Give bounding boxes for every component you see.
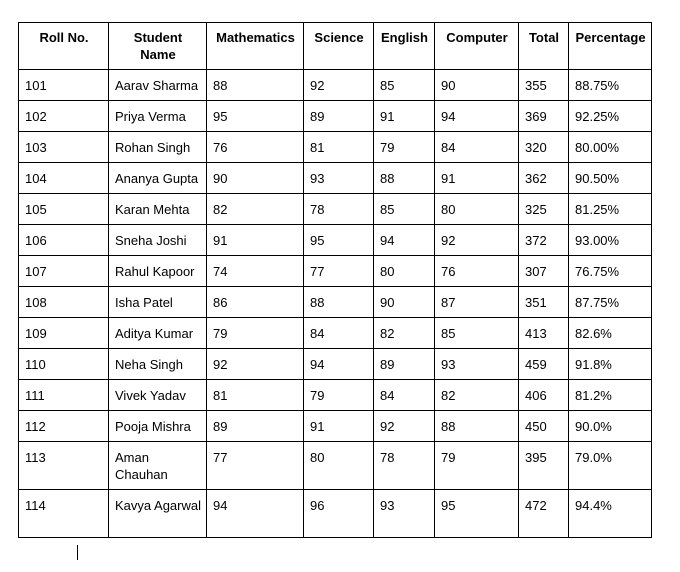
cell-percentage[interactable]: 81.2% — [569, 380, 652, 411]
table-row — [19, 132, 652, 163]
cell-total[interactable]: 450 — [519, 411, 569, 442]
cell-total[interactable]: 369 — [519, 101, 569, 132]
header-percentage[interactable]: Percentage — [569, 23, 652, 70]
cell-computer[interactable]: 87 — [435, 287, 519, 318]
cell-roll-no[interactable]: 104 — [19, 163, 109, 194]
cell-mathematics[interactable]: 90 — [207, 163, 304, 194]
cell-computer[interactable]: 80 — [435, 194, 519, 225]
cell-computer[interactable]: 84 — [435, 132, 519, 163]
cell-student-name[interactable]: Pooja Mishra — [109, 411, 207, 442]
header-total[interactable]: Total — [519, 23, 569, 70]
table-row — [19, 194, 652, 225]
cell-student-name[interactable]: Priya Verma — [109, 101, 207, 132]
cell-student-name[interactable]: Rahul Kapoor — [109, 256, 207, 287]
header-computer[interactable]: Computer — [435, 23, 519, 70]
cell-student-name[interactable]: Ananya Gupta — [109, 163, 207, 194]
cell-student-name[interactable]: Vivek Yadav — [109, 380, 207, 411]
table-row — [19, 318, 652, 349]
cell-english[interactable]: 79 — [374, 132, 435, 163]
cell-mathematics[interactable]: 89 — [207, 411, 304, 442]
table-row — [19, 70, 652, 101]
cell-percentage[interactable]: 81.25% — [569, 194, 652, 225]
cell-mathematics[interactable]: 94 — [207, 490, 304, 538]
cell-science[interactable]: 84 — [304, 318, 374, 349]
cell-roll-no[interactable]: 105 — [19, 194, 109, 225]
cell-mathematics[interactable]: 88 — [207, 70, 304, 101]
cell-roll-no[interactable]: 113 — [19, 442, 109, 490]
cell-mathematics[interactable]: 74 — [207, 256, 304, 287]
cell-roll-no[interactable]: 101 — [19, 70, 109, 101]
cell-student-name[interactable]: Aditya Kumar — [109, 318, 207, 349]
cell-total[interactable]: 351 — [519, 287, 569, 318]
cell-percentage[interactable]: 79.0% — [569, 442, 652, 490]
text-cursor[interactable] — [77, 545, 78, 560]
cell-roll-no[interactable]: 106 — [19, 225, 109, 256]
cell-roll-no[interactable]: 111 — [19, 380, 109, 411]
cell-total[interactable]: 413 — [519, 318, 569, 349]
student-marks-table — [18, 22, 652, 538]
table-row — [19, 411, 652, 442]
cell-percentage[interactable]: 91.8% — [569, 349, 652, 380]
cell-total[interactable]: 406 — [519, 380, 569, 411]
cell-roll-no[interactable]: 103 — [19, 132, 109, 163]
cell-percentage[interactable]: 82.6% — [569, 318, 652, 349]
cell-english[interactable]: 92 — [374, 411, 435, 442]
cell-computer[interactable]: 90 — [435, 70, 519, 101]
cell-science[interactable]: 79 — [304, 380, 374, 411]
cell-total[interactable]: 472 — [519, 490, 569, 538]
cell-total[interactable]: 362 — [519, 163, 569, 194]
table-row — [19, 256, 652, 287]
cell-percentage[interactable]: 80.00% — [569, 132, 652, 163]
cell-science[interactable]: 89 — [304, 101, 374, 132]
header-student-name[interactable]: Student Name — [109, 23, 207, 70]
cell-mathematics[interactable]: 81 — [207, 380, 304, 411]
cell-student-name[interactable]: Neha Singh — [109, 349, 207, 380]
cell-computer[interactable]: 95 — [435, 490, 519, 538]
cell-total[interactable]: 459 — [519, 349, 569, 380]
cell-mathematics[interactable]: 91 — [207, 225, 304, 256]
cell-percentage[interactable]: 90.0% — [569, 411, 652, 442]
table-row — [19, 225, 652, 256]
cell-roll-no[interactable]: 109 — [19, 318, 109, 349]
cell-student-name[interactable]: Sneha Joshi — [109, 225, 207, 256]
cell-science[interactable]: 91 — [304, 411, 374, 442]
cell-percentage[interactable]: 92.25% — [569, 101, 652, 132]
cell-mathematics[interactable]: 77 — [207, 442, 304, 490]
cell-percentage[interactable]: 90.50% — [569, 163, 652, 194]
cell-student-name[interactable]: Aarav Sharma — [109, 70, 207, 101]
header-mathematics[interactable]: Mathematics — [207, 23, 304, 70]
cell-computer[interactable]: 76 — [435, 256, 519, 287]
cell-computer[interactable]: 93 — [435, 349, 519, 380]
cell-english[interactable]: 78 — [374, 442, 435, 490]
cell-mathematics[interactable]: 79 — [207, 318, 304, 349]
table-row — [19, 349, 652, 380]
header-english[interactable]: English — [374, 23, 435, 70]
cell-mathematics[interactable]: 86 — [207, 287, 304, 318]
cell-student-name[interactable]: Isha Patel — [109, 287, 207, 318]
cell-computer[interactable]: 88 — [435, 411, 519, 442]
cell-english[interactable]: 94 — [374, 225, 435, 256]
cell-computer[interactable]: 91 — [435, 163, 519, 194]
cell-roll-no[interactable]: 110 — [19, 349, 109, 380]
cell-english[interactable]: 84 — [374, 380, 435, 411]
cell-science[interactable]: 77 — [304, 256, 374, 287]
cell-percentage[interactable]: 94.4% — [569, 490, 652, 538]
cell-percentage[interactable]: 88.75% — [569, 70, 652, 101]
table-row — [19, 380, 652, 411]
cell-english[interactable]: 85 — [374, 194, 435, 225]
cell-mathematics[interactable]: 95 — [207, 101, 304, 132]
cell-science[interactable]: 95 — [304, 225, 374, 256]
header-science[interactable]: Science — [304, 23, 374, 70]
header-row — [19, 23, 652, 70]
cell-student-name[interactable]: Aman Chauhan — [109, 442, 207, 490]
cell-english[interactable]: 82 — [374, 318, 435, 349]
cell-roll-no[interactable]: 107 — [19, 256, 109, 287]
cell-computer[interactable]: 85 — [435, 318, 519, 349]
cell-total[interactable]: 307 — [519, 256, 569, 287]
cell-english[interactable]: 89 — [374, 349, 435, 380]
table-row — [19, 490, 652, 538]
cell-computer[interactable]: 92 — [435, 225, 519, 256]
cell-total[interactable]: 320 — [519, 132, 569, 163]
cell-roll-no[interactable]: 102 — [19, 101, 109, 132]
cell-roll-no[interactable]: 108 — [19, 287, 109, 318]
cell-science[interactable]: 80 — [304, 442, 374, 490]
table-row — [19, 442, 652, 490]
cell-english[interactable]: 91 — [374, 101, 435, 132]
cell-computer[interactable]: 82 — [435, 380, 519, 411]
cell-percentage[interactable]: 87.75% — [569, 287, 652, 318]
table-row — [19, 101, 652, 132]
cell-percentage[interactable]: 93.00% — [569, 225, 652, 256]
cell-science[interactable]: 96 — [304, 490, 374, 538]
table-row — [19, 287, 652, 318]
cell-english[interactable]: 90 — [374, 287, 435, 318]
cell-student-name[interactable]: Rohan Singh — [109, 132, 207, 163]
cell-student-name[interactable]: Karan Mehta — [109, 194, 207, 225]
cell-computer[interactable]: 94 — [435, 101, 519, 132]
cell-science[interactable]: 94 — [304, 349, 374, 380]
cell-total[interactable]: 372 — [519, 225, 569, 256]
cell-english[interactable]: 80 — [374, 256, 435, 287]
cell-total[interactable]: 395 — [519, 442, 569, 490]
cell-english[interactable]: 85 — [374, 70, 435, 101]
cell-english[interactable]: 88 — [374, 163, 435, 194]
cell-roll-no[interactable]: 114 — [19, 490, 109, 538]
cell-percentage[interactable]: 76.75% — [569, 256, 652, 287]
cell-roll-no[interactable]: 112 — [19, 411, 109, 442]
cell-mathematics[interactable]: 76 — [207, 132, 304, 163]
cell-total[interactable]: 355 — [519, 70, 569, 101]
cell-science[interactable]: 88 — [304, 287, 374, 318]
cell-total[interactable]: 325 — [519, 194, 569, 225]
cell-science[interactable]: 81 — [304, 132, 374, 163]
cell-computer[interactable]: 79 — [435, 442, 519, 490]
cell-science[interactable]: 93 — [304, 163, 374, 194]
header-roll-no[interactable]: Roll No. — [19, 23, 109, 70]
table-row — [19, 163, 652, 194]
cell-student-name[interactable]: Kavya Agarwal — [109, 490, 207, 538]
cell-mathematics[interactable]: 92 — [207, 349, 304, 380]
cell-science[interactable]: 92 — [304, 70, 374, 101]
cell-english[interactable]: 93 — [374, 490, 435, 538]
cell-science[interactable]: 78 — [304, 194, 374, 225]
cell-mathematics[interactable]: 82 — [207, 194, 304, 225]
